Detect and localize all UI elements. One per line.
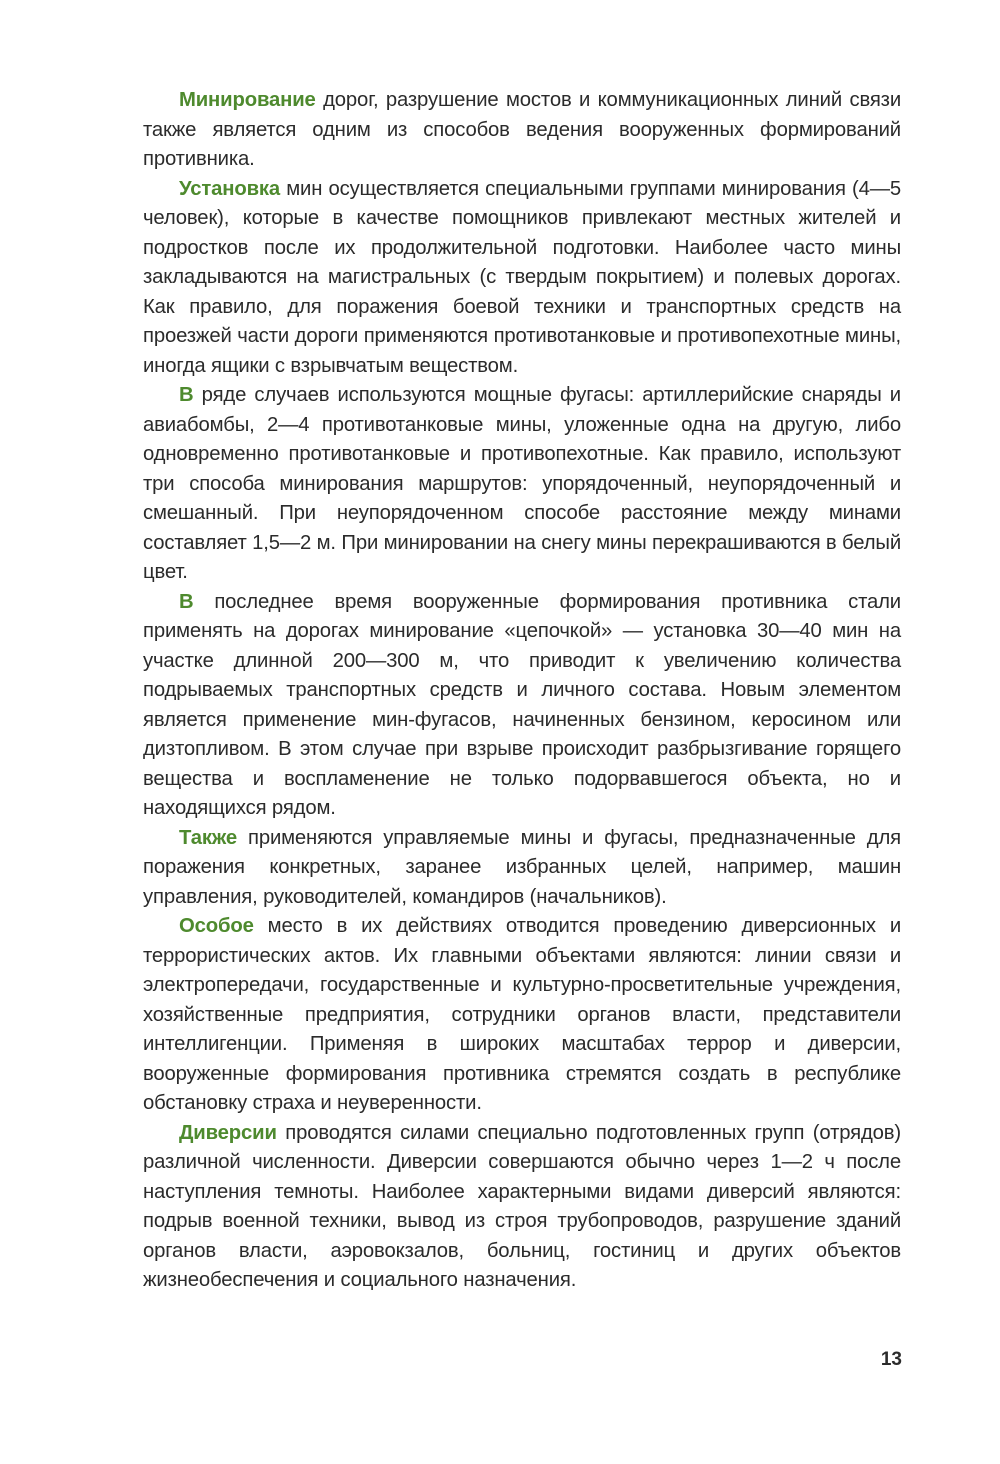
paragraph-landmines bbox=[143, 381, 901, 588]
paragraph-text: мин осуществляется специальными группами минирования (4—5 человек), которые в качестве помощников привлекают местных жителей и подростков после их продолжительной подготовки. Наиболее часто мины закладываются на магистральных (с твердым покрытием) и полевых дорогах. Как правило, для поражения боевой техники и транспортных средств на проезжей части дороги применяются противотанковые и противопехотные мины, иногда ящики с взрывчатым веществом. bbox=[143, 177, 901, 377]
paragraph-controlled-mines bbox=[143, 824, 901, 913]
paragraph-text: последнее время вооруженные формирования противника стали применять на дорогах минирование «цепочкой» — установка 30—40 мин на участке длинной 200—300 м, что приводит к увеличению количества подрываемых транспортных средств и личного состава. Новым элементом является применение мин-фугасов, начиненных бензином, керосином или дизтопливом. В этом случае при взрыве происходит разбрызгивание горящего вещества и воспламенение не только подорвавшегося объекта, но и находящихся рядом. bbox=[143, 590, 901, 819]
page-body bbox=[143, 86, 901, 1296]
paragraph-lead-word: Установка bbox=[179, 177, 281, 200]
paragraph-sabotage-targets bbox=[143, 912, 901, 1119]
page-number: 13 bbox=[880, 1349, 902, 1370]
paragraph-chain-mining bbox=[143, 588, 901, 824]
paragraph-lead-word: Минирование bbox=[179, 89, 316, 111]
paragraph-lead-word: Особое bbox=[179, 915, 254, 937]
paragraph-lead-word: Также bbox=[179, 826, 237, 849]
paragraph-lead-word: В bbox=[179, 384, 194, 406]
paragraph-text: место в их действиях отводится проведению диверсионных и террористических актов. Их главными объектами являются: линии связи и электропередачи, государственные и культурно-просветительные учреждения, хозяйственные предприятия, сотрудники органов власти, представители интеллигенции. Применяя в широких масштабах террор и диверсии, вооруженные формирования противника стремятся создать в республике обстановку страха и неуверенности. bbox=[143, 915, 901, 1114]
paragraph-installation bbox=[143, 175, 901, 382]
paragraph-text: проводятся силами специально подготовленных групп (отрядов) различной численности. Диверсии совершаются обычно через 1—2 ч после наступления темноты. Наиболее характерными видами диверсий являются: подрыв военной техники, вывод из строя трубопроводов, разрушение зданий органов власти, аэровокзалов, больниц, гостиниц и других объектов жизнеобеспечения и социального назначения. bbox=[143, 1121, 901, 1291]
paragraph-lead-word: В bbox=[179, 590, 194, 613]
paragraph-text: дорог, разрушение мостов и коммуникационных линий связи также является одним из способов ведения вооруженных формирований противника. bbox=[143, 89, 901, 170]
paragraph-text: применяются управляемые мины и фугасы, предназначенные для поражения конкретных, заранее избранных целей, например, машин управления, руководителей, командиров (начальников). bbox=[143, 826, 901, 908]
paragraph-lead-word: Диверсии bbox=[179, 1121, 277, 1144]
paragraph-sabotage bbox=[143, 1119, 901, 1296]
paragraph-text: ряде случаев используются мощные фугасы: артиллерийские снаряды и авиабомбы, 2—4 противотанковые мины, уложенные одна на другую, либо одновременно противотанковые и противопехотные. Как правило, используют три способа минирования маршрутов: упорядоченный, неупорядоченный и смешанный. При неупорядоченном способе расстояние между минами составляет 1,5—2 м. При минировании на снегу мины перекрашиваются в белый цвет. bbox=[143, 384, 901, 583]
paragraph-mining bbox=[143, 86, 901, 175]
